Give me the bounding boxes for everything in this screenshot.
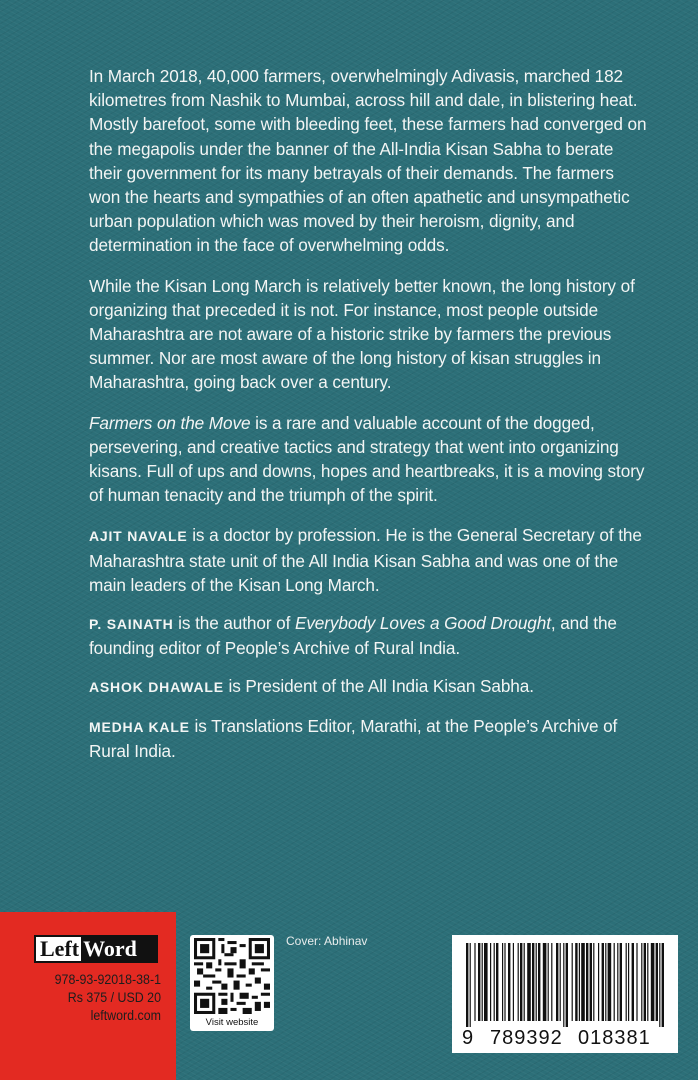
barcode-bar xyxy=(560,943,561,1021)
blurb-paragraph-2: While the Kisan Long March is relatively better known, the long history of organizing that preceded it is not. For instance, most people outside Maharashtra are not aware of a historic strike by farmers the previous summer. Nor are most aware of the long history of kisan struggles in Maharashtra, going back over a century. xyxy=(89,275,635,393)
barcode-bar xyxy=(532,943,534,1021)
barcode-bar xyxy=(520,943,522,1021)
barcode-bar xyxy=(659,943,660,1027)
barcode-bar xyxy=(593,943,594,1021)
bio-ashok-dhawale xyxy=(89,674,649,699)
barcode-bar xyxy=(647,943,648,1021)
qr-code[interactable] xyxy=(190,935,274,1031)
barcode-bar xyxy=(494,943,495,1021)
barcode-bar xyxy=(662,943,664,1027)
isbn-barcode xyxy=(452,935,678,1053)
isbn-text: 978-93-92018-38-1 xyxy=(54,972,161,987)
barcode-bar xyxy=(474,943,475,1021)
price-text: Rs 375 / USD 20 xyxy=(67,990,161,1005)
barcode-bar xyxy=(548,943,549,1021)
bio-text: , and the founding editor of People’s Archive of Rural India. xyxy=(89,613,617,659)
qr-code-icon xyxy=(194,938,270,1014)
barcode-bar xyxy=(478,943,480,1021)
barcode-bar xyxy=(605,943,606,1021)
barcode-group-2: 018381 xyxy=(578,1027,651,1049)
barcode-bar xyxy=(608,943,612,1021)
barcode-bar xyxy=(527,943,531,1021)
barcode-bar xyxy=(656,943,658,1021)
barcode-digit-1: 9 xyxy=(462,1027,475,1049)
qr-label: Visit website xyxy=(205,1017,259,1028)
barcode-bar xyxy=(470,943,471,1027)
bio-text: is President of the All India Kisan Sabha. xyxy=(223,676,534,697)
barcode-bar xyxy=(502,943,503,1021)
barcode-bar xyxy=(644,943,646,1021)
barcode-bar xyxy=(536,943,537,1021)
barcode-bar xyxy=(563,943,564,1027)
barcode-bar xyxy=(518,943,519,1021)
barcode-bar xyxy=(496,943,498,1021)
barcode-bar xyxy=(538,943,540,1021)
bio-p-sainath xyxy=(89,611,649,660)
blurb-paragraph-3-text: is a rare and valuable account of the dogged, persevering, and creative tactics and strategy that went into organizing kisans. Full of ups and downs, hopes and heartbreaks, it is a moving story of human tenacity and the triumph of the spirit. xyxy=(89,412,645,506)
author-name: AJIT NAVALE xyxy=(89,528,188,545)
author-name: ASHOK DHAWALE xyxy=(89,679,224,696)
barcode-bar xyxy=(617,943,618,1021)
barcode-bar xyxy=(556,943,558,1021)
back-cover-text xyxy=(89,64,649,777)
bio-text: is Translations Editor, Marathi, at the People’s Archive of Rural India. xyxy=(89,715,618,761)
bio-medha-kale xyxy=(89,714,649,763)
barcode-bar xyxy=(586,943,588,1021)
barcode-bar xyxy=(636,943,637,1021)
barcode-bar xyxy=(598,943,599,1021)
barcode-bar xyxy=(543,943,547,1021)
barcode-bar xyxy=(513,943,514,1021)
book-title: Everybody Loves a Good Drought xyxy=(294,613,551,634)
barcode-bar xyxy=(651,943,655,1021)
logo-right: Word xyxy=(83,936,137,961)
bio-ajit-navale xyxy=(89,523,649,597)
barcode-bar xyxy=(626,943,627,1021)
barcode-bar xyxy=(641,943,642,1021)
barcode-bar xyxy=(572,943,573,1021)
barcode-bar xyxy=(524,943,525,1021)
barcode-bar xyxy=(614,943,615,1021)
barcode-bar xyxy=(566,943,568,1027)
barcode-bar xyxy=(620,943,622,1021)
website-text: leftword.com xyxy=(90,1008,161,1023)
bio-text: is a doctor by profession. He is the General Secretary of the Maharashtra state unit of the All India Kisan Sabha and was one of the main leaders of the Kisan Long March. xyxy=(89,525,642,595)
leftword-logo xyxy=(34,935,158,963)
book-title: Farmers on the Move xyxy=(89,412,251,433)
author-name: P. SAINATH xyxy=(89,616,174,633)
barcode-bar xyxy=(508,943,510,1021)
barcode-bar xyxy=(482,943,483,1021)
barcode-bar xyxy=(551,943,552,1021)
barcode-bar xyxy=(484,943,488,1021)
barcode-bar xyxy=(602,943,604,1021)
blurb-paragraph-3 xyxy=(89,411,649,508)
barcode-bar xyxy=(466,943,468,1027)
barcode-bar xyxy=(628,943,629,1021)
bio-text: is the author of xyxy=(173,613,295,634)
barcode-group-1: 789392 xyxy=(490,1027,563,1049)
barcode-bar xyxy=(579,943,580,1021)
blurb-paragraph-1: In March 2018, 40,000 farmers, overwhelmingly Adivasis, marched 182 kilometres from Nashik to Mumbai, across hill and dale, in blistering heat. Mostly barefoot, some with bleeding feet, these farmers had converged on the megapolis under the banner of the All-India Kisan Sabha to berate their government for its many betrayals of their demands. The farmers won the hearts and sympathies of an often apathetic and unsympathetic urban population which was moved by their heroism, dignity, and determination in the face of overwhelming odds. xyxy=(89,66,647,256)
logo-left: Left xyxy=(36,937,81,961)
author-name: MEDHA KALE xyxy=(89,718,190,735)
barcode-bar xyxy=(504,943,505,1021)
barcode-bar xyxy=(590,943,592,1021)
barcode-bar xyxy=(632,943,634,1021)
barcode-bar xyxy=(581,943,585,1021)
barcode-bar xyxy=(575,943,577,1021)
cover-credit: Cover: Abhinav xyxy=(286,934,368,948)
barcode-bar xyxy=(490,943,491,1021)
barcode-icon xyxy=(452,935,678,1029)
